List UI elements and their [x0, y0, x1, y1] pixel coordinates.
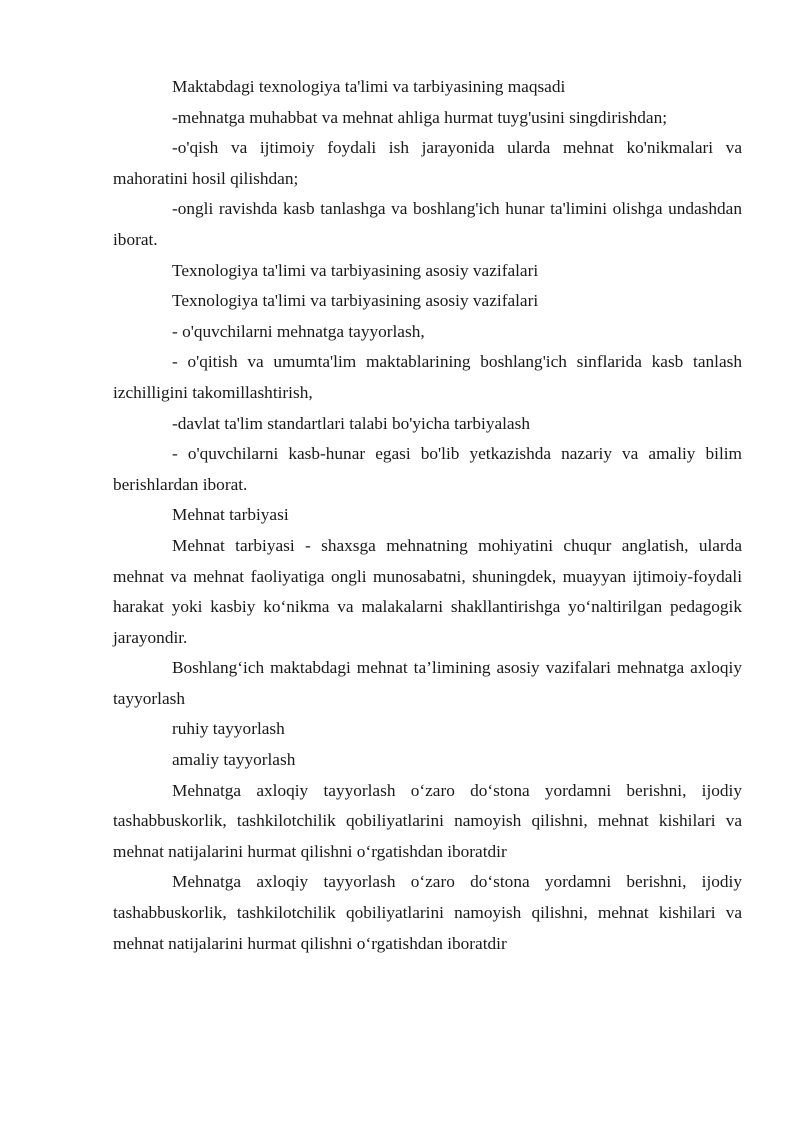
paragraph-practical-prep: amaliy tayyorlash	[172, 750, 296, 770]
paragraph-task-4: - o'quvchilarni kasb-hunar egasi bo'lib yetkazishda nazariy va amaliy bilim berishlardan iborat.	[113, 444, 742, 494]
document-page	[113, 72, 742, 959]
paragraph-task-1: - o'quvchilarni mehnatga tayyorlash,	[172, 321, 425, 341]
paragraph-goal-heading: Maktabdagi texnologiya ta'limi va tarbiyasining maqsadi	[172, 77, 566, 96]
paragraph-goal-2: -o'qish va ijtimoiy foydali ish jarayonida ularda mehnat ko'nikmalari va mahoratini hosil qilishdan;	[113, 138, 742, 188]
paragraph-mental-prep: ruhiy tayyorlash	[172, 719, 285, 739]
paragraph-labor-definition: Mehnat tarbiyasi - shaxsga mehnatning mohiyatini chuqur anglatish, ularda mehnat va mehnat faoliyatiga ongli munosabatni, shuningdek, muayyan ijtimoiy-foydali harakat yoki kasbiy ko‘nikma va malakalarni shakllantirishga yo‘naltirilgan pedagogik jarayondir.	[113, 535, 742, 647]
paragraph-tasks-heading-repeat: Texnologiya ta'limi va tarbiyasining asosiy vazifalari	[172, 291, 539, 311]
paragraph-task-2: - o'qitish va umumta'lim maktablarining boshlang'ich sinflarida kasb tanlash izchilligini takomillashtirish,	[113, 352, 742, 402]
paragraph-tasks-heading: Texnologiya ta'limi va tarbiyasining asosiy vazifalari	[172, 260, 539, 280]
paragraph-task-3: -davlat ta'lim standartlari talabi bo'yicha tarbiyalash	[172, 413, 530, 433]
paragraph-moral-prep-repeat: Mehnatga axloqiy tayyorlash o‘zaro do‘stona yordamni berishni, ijodiy tashabbuskorlik, tashkilotchilik qobiliyatlarini namoyish qilishni, mehnat kishilari va mehnat natijalarini hurmat qilishni o‘rgatishdan iboratdir	[113, 872, 742, 953]
paragraph-labor-heading: Mehnat tarbiyasi	[172, 505, 289, 525]
paragraph-goal-1: -mehnatga muhabbat va mehnat ahliga hurmat tuyg'usini singdirishdan;	[172, 107, 668, 127]
paragraph-moral-prep: Mehnatga axloqiy tayyorlash o‘zaro do‘stona yordamni berishni, ijodiy tashabbuskorlik, tashkilotchilik qobiliyatlarini namoyish qilishni, mehnat kishilari va mehnat natijalarini hurmat qilishni o‘rgatishdan iboratdir	[113, 780, 742, 861]
paragraph-primary-tasks: Boshlang‘ich maktabdagi mehnat ta’limining asosiy vazifalari mehnatga axloqiy tayyorlash	[113, 658, 742, 708]
paragraph-goal-3: -ongli ravishda kasb tanlashga va boshlang'ich hunar ta'limini olishga undashdan iborat.	[113, 199, 742, 249]
